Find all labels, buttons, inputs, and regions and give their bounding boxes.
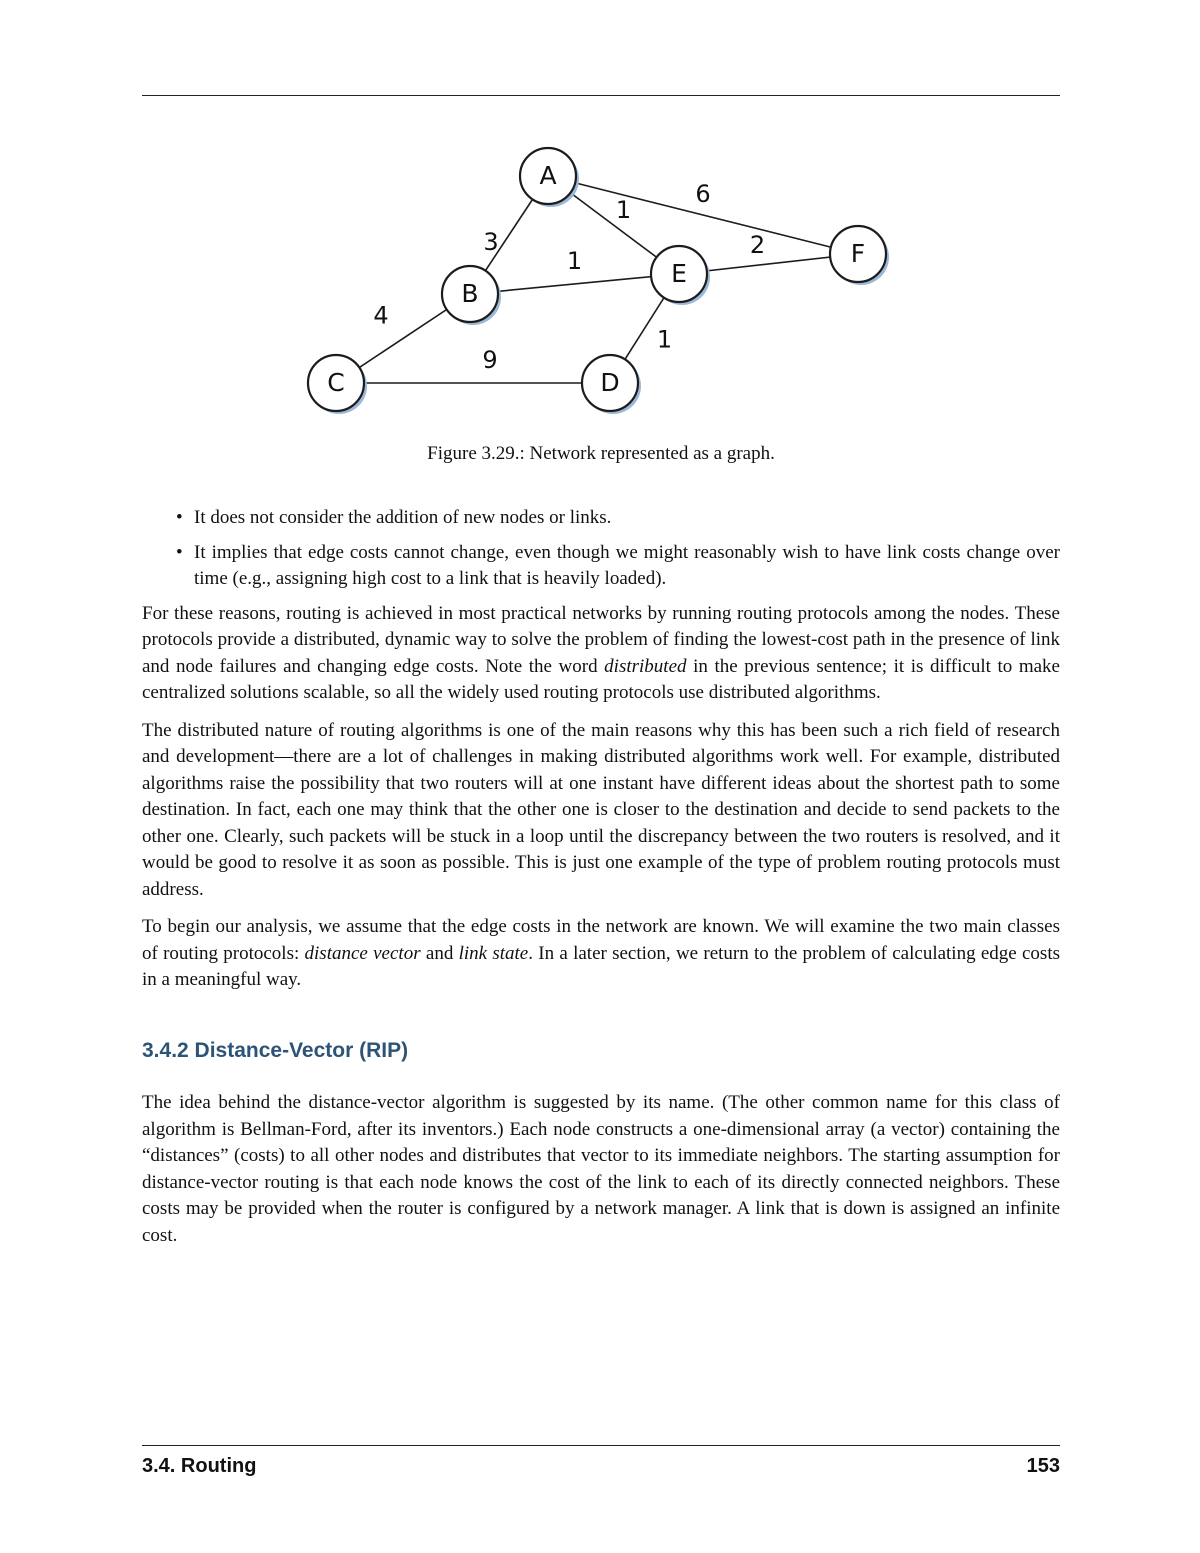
footer-rule: [142, 1445, 1060, 1446]
header-rule: [142, 95, 1060, 96]
paragraph-routing-protocols: For these reasons, routing is achieved in most practical networks by running routing protocols among the nodes. These protocols provide a distributed, dynamic way to solve the problem of finding the lowest-cost path in the presence of link and node failures and changing edge costs. Note the word distributed in the previous sentence; it is difficult to make centralized solutions scalable, so all the widely used routing protocols use distributed algorithms.: [142, 602, 1060, 703]
node-C: [308, 355, 367, 414]
edge-B-E: [470, 274, 679, 294]
node-E: [651, 246, 710, 305]
footer-section-title: 3.4. Routing: [142, 1455, 257, 1477]
edge-cost-B-C: 4: [373, 301, 389, 330]
page-body: [142, 505, 1060, 1260]
node-label: B: [461, 279, 479, 308]
network-graph-figure: [290, 140, 910, 430]
section-heading: 3.4.2 Distance-Vector (RIP): [142, 1038, 409, 1062]
edge-cost-A-B: 3: [483, 228, 499, 256]
paragraph-analysis: To begin our analysis, we assume that the edge costs in the network are known. We will examine the two main classes of routing protocols: distance vector and link state. In a later section, we return to the problem of calculating edge costs in a meaningful way.: [142, 916, 1061, 990]
list-item: • It does not consider the addition of new nodes or links.: [142, 505, 1060, 532]
edge-cost-A-E: 1: [615, 196, 632, 224]
edge-cost-C-D: 9: [482, 346, 498, 374]
emphasis-distributed: distributed: [604, 655, 687, 677]
node-label: A: [539, 161, 557, 190]
figure-caption: Figure 3.29.: Network represented as a graph.: [427, 443, 775, 464]
edge-cost-D-E: 1: [656, 325, 673, 354]
list-item: • It implies that edge costs cannot change, even though we might reasonably wish to have link costs change over time (e.g., assigning high cost to a link that is heavily loaded).: [176, 541, 1060, 589]
emphasis-distance-vector: distance vector: [304, 942, 421, 964]
node-B: [442, 266, 501, 325]
emphasis-link-state: link state: [458, 942, 529, 964]
node-label: E: [671, 259, 687, 288]
edge-cost-E-F: 2: [749, 231, 766, 259]
node-A: [520, 148, 579, 207]
bullet-list: [142, 505, 1060, 593]
node-D: [582, 355, 641, 414]
node-label: F: [850, 239, 866, 268]
node-label: D: [600, 368, 620, 397]
edge-cost-B-E: 1: [566, 247, 583, 275]
edge-cost-A-F: 6: [695, 180, 711, 208]
paragraph-distributed-nature: The distributed nature of routing algorithms is one of the main reasons why this has been such a rich field of research and development—there are a lot of challenges in making distributed algorithms work well. For example, distributed algorithms raise the possibility that two routers will at one instant have different ideas about the shortest path to some destination. In fact, each one may think that the other one is closer to the destination and decide to send packets to the other one. Clearly, such packets will be stuck in a loop until the discrepancy between the two routers is resolved, and it would be good to resolve it as soon as possible. This is just one example of the type of problem routing protocols must address.: [142, 719, 1060, 900]
graph-edges: [336, 176, 858, 383]
bullet-icon: •: [176, 541, 183, 563]
page-number: 153: [1026, 1455, 1060, 1477]
paragraph-distance-vector-idea: The idea behind the distance-vector algorithm is suggested by its name. (The other common name for this class of algorithm is Bellman-Ford, after its inventors.) Each node constructs a one-dimensional array (a vector) containing the “distances” (costs) to all other nodes and distributes that vector to its immediate neighbors. The starting assumption for distance-vector routing is that each node knows the cost of the link to each of its directly connected neighbors. These costs may be provided when the router is configured by a network manager. A link that is down is assigned an infinite cost.: [142, 1092, 1060, 1246]
node-label: C: [327, 368, 345, 397]
bullet-icon: •: [176, 507, 183, 528]
node-F: [830, 226, 889, 285]
